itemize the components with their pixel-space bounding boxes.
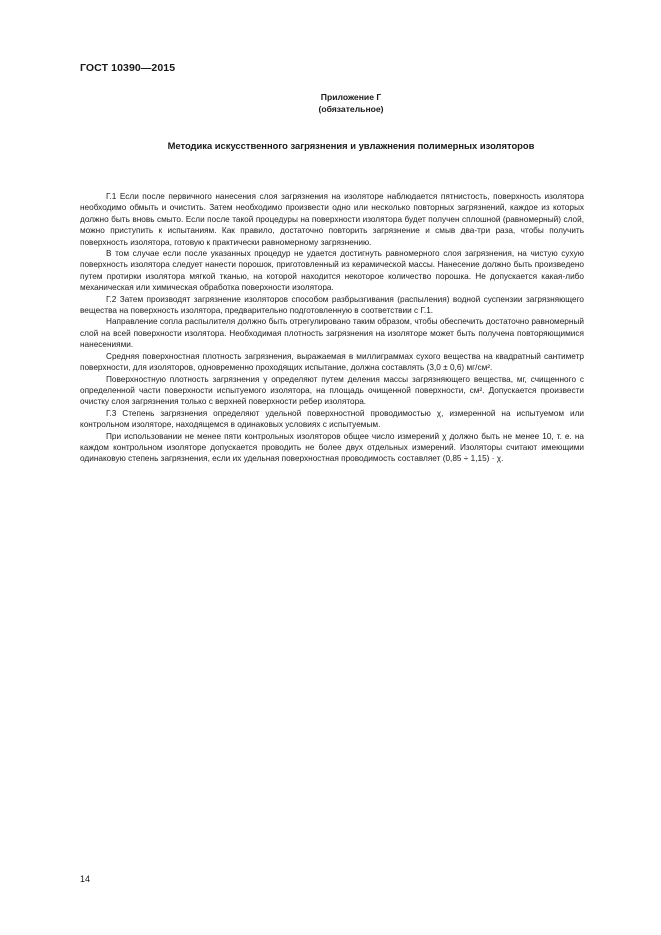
paragraph-g1: Г.1 Если после первичного нанесения слоя загрязнения на изоляторе наблюдается пятнистость, поверхность изолятора необходимо обмыть и очистить. Затем необходимо произвести одно или несколько повторных загрязнений, каждое из которых должно быть вновь смыто. Если после такой процедуры на поверхности изолятора будет получен сплошной (равномерный) слой, можно приступить к испытаниям. Как правило, достаточно повторить загрязнение и смыв два-три раза, чтобы получить поверхность изолятора, готовую к практически равномерному загрязнению. (80, 192, 584, 247)
appendix-heading (0, 91, 661, 115)
standard-code: ГОСТ 10390—2015 (80, 62, 176, 74)
paragraph-g2-nozzle: Направление сопла распылителя должно быть отрегулировано таким образом, чтобы обеспечить достаточно равномерный слой на всей поверхности изолятора. Необходимая плотность загрязнения на изоляторе может быть получена повторяющимися нанесениями. (80, 317, 584, 350)
body-text (80, 191, 584, 465)
page-number: 14 (80, 874, 91, 884)
paragraph-g2-gamma: Поверхностную плотность загрязнения γ определяют путем деления массы загрязняющего вещества, мг, счищенного с определенной части поверхности испытуемого изолятора, на площадь очищенной поверхности, см². Допускается произвести очистку слоя загрязнения только с верхней поверхности ребер изолятора. (80, 374, 584, 407)
paragraph-g2: Г.2 Затем производят загрязнение изоляторов способом разбрызгивания (распыления) водной суспензии загрязняющего вещества на поверхность изолятора, предварительно подготовленную в соответствии с Г.1. (80, 294, 584, 316)
paragraph-g2-density: Средняя поверхностная плотность загрязнения, выражаемая в миллиграммах сухого вещества на квадратный сантиметр поверхности, для изоляторов, одновременно проходящих испытание, должна составлять (3,0 ± 0,6) мг/см². (80, 351, 584, 373)
paragraph-g3: Г.3 Степень загрязнения определяют удельной поверхностной проводимостью χ, измеренной на испытуемом или контрольном изоляторе, находящемся в одинаковых условиях с испытуемым. (80, 408, 584, 430)
appendix-status: (обязательное) (318, 104, 384, 114)
appendix-label: Приложение Г (320, 92, 382, 102)
paragraph-g3-measurements: При использовании не менее пяти контрольных изоляторов общее число измерений χ должно быть не менее 10, т. е. на каждом контрольном изоляторе допускается проводить не более двух отдельных измерений. Изоляторы считают имеющими одинаковую степень загрязнения, если их удельная поверхностная проводимость составляет (0,85 ÷ 1,15) · χ. (80, 431, 584, 464)
appendix-title (0, 140, 661, 151)
appendix-title-text: Методика искусственного загрязнения и увлажнения полимерных изоляторов (167, 140, 535, 151)
paragraph-g1-powder: В том случае если после указанных процедур не удается достигнуть равномерного слоя загрязнения, на чистую сухую поверхность изолятора следует нанести порошок, приготовленный из керамической массы. Нанесение должно быть произведено путем протирки изолятора мягкой тканью, на которой находится некоторое количество порошка. Не допускается какая-либо механическая или химическая обработка поверхности изолятора. (80, 249, 584, 293)
